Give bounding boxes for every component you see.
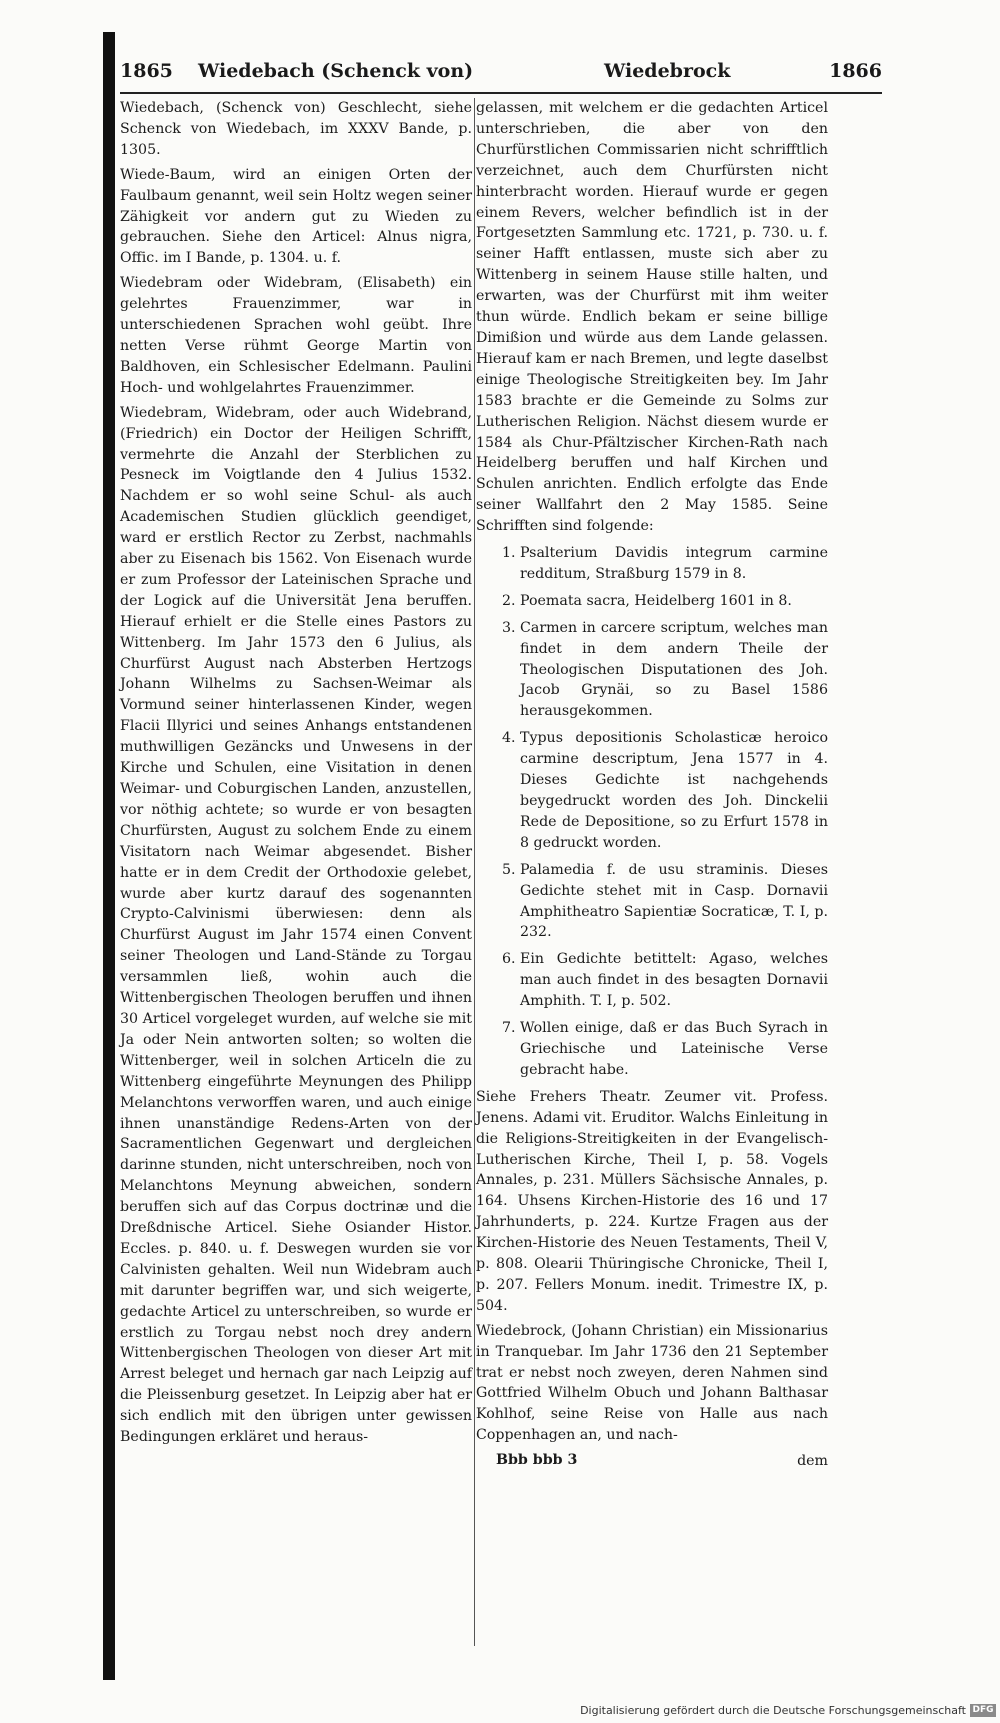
work-item: 2. Poemata sacra, Heidelberg 1601 in 8. — [520, 591, 828, 612]
scan-edge-shadow — [103, 32, 115, 1680]
entry-wiede-baum: Wiede-Baum, wird an einigen Orten der Faulbaum genannt, weil sein Holtz wegen seiner Zähigkeit vor andern gut zu Wieden zu gebrauchen. Siehe den Articel: Alnus nigra, Offic. im I Bande, p. 1304. u. f. — [120, 166, 472, 267]
digitization-footer — [0, 1699, 1000, 1723]
work-item: 4. Typus depositionis Scholasticæ heroico carmine descriptum, Jena 1577 in 4. Dieses Gedichte ist nachgehends beygedruckt worden des Joh. Dinckelii Rede de Depositione, so zu Erfurt 1578 in 8 gedruckt worden. — [520, 728, 828, 853]
header-rule — [120, 92, 882, 94]
catchword: dem — [797, 1453, 828, 1470]
work-item: 5. Palamedia f. de usu straminis. Dieses Gedichte stehet mit in Casp. Dornavii Amphitheatro Sapientiæ Socraticæ, T. I, p. 232. — [520, 860, 828, 944]
column-divider — [474, 98, 475, 1646]
page-number-right: 1866 — [829, 60, 882, 82]
left-column — [120, 98, 472, 1452]
works-list — [476, 543, 828, 1081]
sources-paragraph: Siehe Frehers Theatr. Zeumer vit. Profess. Jenens. Adami vit. Eruditor. Walchs Einleitung in die Religions-Streitigkeiten in der Evangelisch-Lutherischen Kirche, Theil I, p. 58. Vogels Annales, p. 231. Müllers Sächsische Annales, p. 164. Uhsens Kirchen-Historie des 16 und 17 Jahrhunderts, p. 224. Kurtze Fragen aus der Kirchen-Historie des Neuen Testaments, Theil V, p. 808. Olearii Thüringische Chronicke, Theil I, p. 207. Fellers Monum. inedit. Trimestre IX, p. 504. — [476, 1088, 828, 1314]
page-number-left: 1865 — [120, 60, 173, 82]
funding-credit: Digitalisierung gefördert durch die Deutsche Forschungsgemeinschaft — [580, 1704, 966, 1717]
entry-wiedebram-elisabeth: Wiedebram oder Widebram, (Elisabeth) ein gelehrtes Frauenzimmer, war in unterschiedenen Sprachen wohl geübt. Ihre netten Verse rühmt George Martin von Baldhoven, ein Schlesischer Edelmann. Paulini Hoch- und wohlgelahrtes Frauenzimmer. — [120, 275, 472, 396]
signature-mark: Bbb bbb 3 — [496, 1452, 578, 1469]
work-item: 3. Carmen in carcere scriptum, welches man findet in dem andern Theile der Theologischen Disputationen des Joh. Jacob Grynäi, so zu Basel 1586 herausgekommen. — [520, 618, 828, 723]
work-item: 6. Ein Gedichte betittelt: Agaso, welches man auch findet in des besagten Dornavii Amphith. T. I, p. 502. — [520, 949, 828, 1012]
running-title-left: Wiedebach (Schenck von) — [198, 60, 474, 82]
entry-wiedebram-friedrich: Wiedebram, Widebram, oder auch Widebrand, (Friedrich) ein Doctor der Heiligen Schrifft, vermehrte die Anzahl der Sterblichen zu Pesneck im Voigtlande den 4 Julius 1532. Nachdem er so wohl seine Schul- als auch Academischen Studien glücklich geendiget, ward er erstlich Rector zu Zerbst, nachmahls aber zu Eisenach bis 1562. Von Eisenach wurde er zum Professor der Lateinischen Sprache und der Logick auf die Universität Jena beruffen. Hierauf erhielt er die Stelle eines Pastors zu Wittenberg. Im Jahr 1573 den 6 Julius, als Churfürst August nach Absterben Hertzogs Johann Wilhelms zu Sachsen-Weimar als Vormund seiner hinterlassenen Kinder, wegen Flacii Illyrici und seines Anhangs entstandenen muthwilligen Gezäncks und Unwesens in der Kirche und Schulen, eine Visitation in denen Weimar- und Coburgischen Landen, anzustellen, vor nöthig achtete; so wurde er von besagten Churfürsten, August zu solchem Ende zu einem Visitatorn nach Weimar abgesendet. Bisher hatte er in dem Credit der Orthodoxie gelebet, wurde aber kurtz darauf des sogenannten Crypto-Calvinismi überwiesen: denn als Churfürst August im Jahr 1574 einen Convent seiner Theologen und Land-Stände zu Torgau versammlen ließ, wohin auch die Wittenbergischen Theologen beruffen und ihnen 30 Articel vorgeleget wurden, auf welche sie mit Ja oder Nein antworten solten; so wolten die Wittenberger, weil in solchen Articeln die zu Wittenberg eingeführte Meynungen des Philipp Melanchtons verworffen waren, und auch einige ihnen unanständige Redens-Arten von der Sacramentlichen Gegenwart und dergleichen darinne stunden, nicht unterschreiben, noch von Melanchtons Meynung abweichen, sondern beruffen sich auf das Corpus doctrinæ und die Dreßdnische Articel. Siehe Osiander Histor. Eccles. p. 840. u. f. Deswegen wurden sie vor Calvinisten gehalten. Weil nun Widebram auch mit darunter begriffen war, und sich weigerte, gedachte Articel zu unterschreiben, so wurde er erstlich zu Torgau nebst noch drey andern Wittenbergischen Theologen von dieser Art mit Arrest beleget und hernach gar nach Leipzig auf die Pleissenburg gesetzet. In Leipzig aber hat er sich endlich mit den übrigen unter gewissen Bedingungen erkläret und heraus- — [120, 404, 472, 1446]
running-header — [120, 56, 882, 90]
entry-wiedebach: Wiedebach, (Schenck von) Geschlecht, siehe Schenck von Wiedebach, im XXXV Bande, p. 1305. — [120, 100, 472, 158]
entry-continuation: gelassen, mit welchem er die gedachten Articel unterschrieben, die aber von den Churfürstlichen Commissarien nicht schrifftlich verzeichnet, auch dem Churfürsten nicht hinterbracht worden. Hierauf wurde er gegen einem Revers, welcher befindlich ist in der Fortgesetzten Sammlung etc. 1721, p. 730. u. f. seiner Hafft entlassen, muste sich aber zu Wittenberg in seinem Hause stille halten, und erwarten, was der Churfürst mit ihm weiter thun würde. Endlich bekam er seine billige Dimißion und würde aus dem Lande gelassen. Hierauf kam er nach Bremen, und legte daselbst einige Theologische Streitigkeiten bey. Im Jahr 1583 brachte er die Gemeinde zu Solms zur Lutherischen Religion. Nächst diesem wurde er 1584 als Chur-Pfältzischer Kirchen-Rath nach Heidelberg beruffen und half Kirchen und Schulen anrichten. Endlich erfolgte das Ende seiner Wallfahrt den 2 May 1585. Seine Schrifften sind folgende: — [476, 100, 828, 535]
entry-wiedebrock: Wiedebrock, (Johann Christian) ein Missionarius in Tranquebar. Im Jahr 1736 den 21 September trat er nebst noch zweyen, deren Nahmen sind Gottfried Wilhelm Obuch und Johann Balthasar Kohlhof, seine Reise von Halle aus nach Coppenhagen an, und nach- — [476, 1322, 828, 1444]
right-column — [476, 98, 828, 1472]
running-title-right: Wiedebrock — [604, 60, 731, 82]
signature-line — [476, 1450, 828, 1472]
work-item: 7. Wollen einige, daß er das Buch Syrach in Griechische und Lateinische Verse gebracht habe. — [520, 1018, 828, 1081]
work-item: 1. Psalterium Davidis integrum carmine redditum, Straßburg 1579 in 8. — [520, 543, 828, 585]
dfg-logo-icon: DFG — [970, 1704, 996, 1717]
